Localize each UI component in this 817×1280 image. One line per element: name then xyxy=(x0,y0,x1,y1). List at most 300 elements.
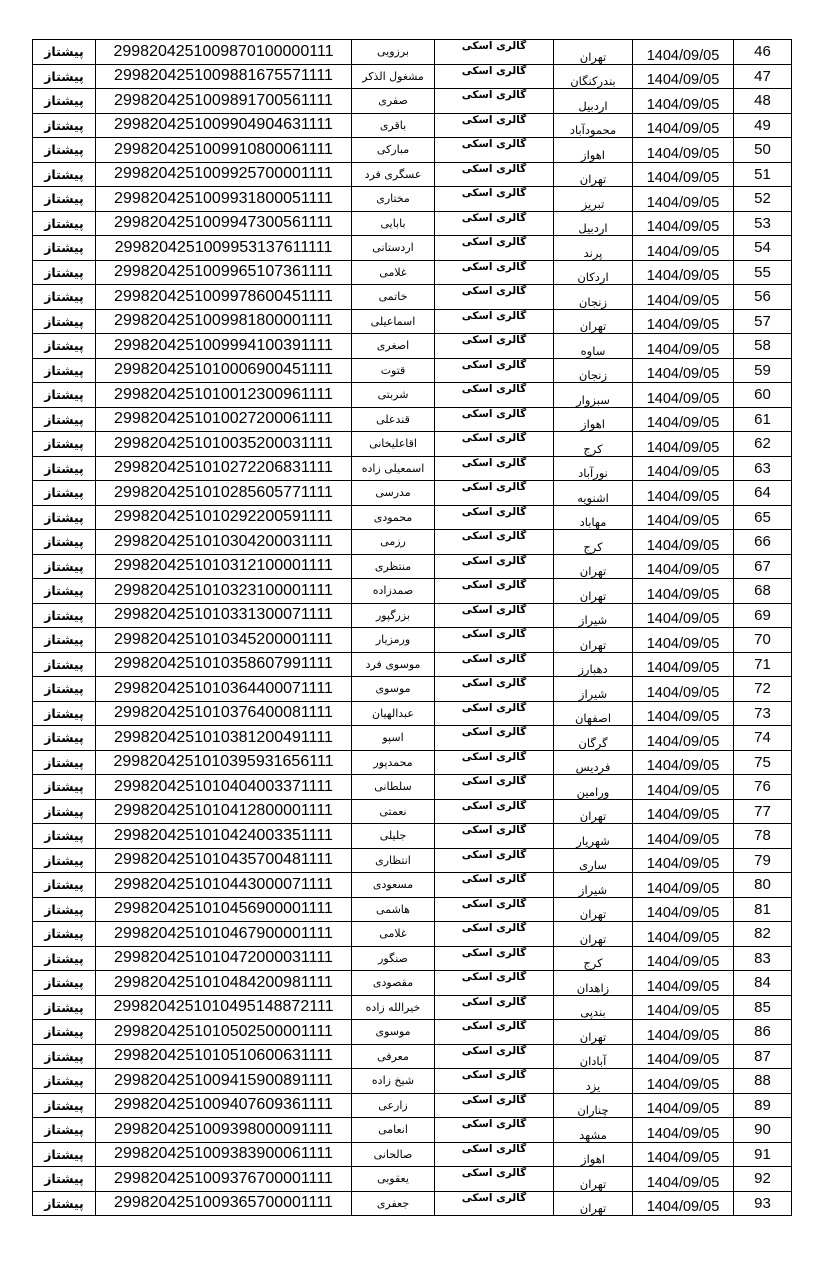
date-cell: 1404/09/05 xyxy=(633,383,734,408)
shipping-type-cell: پیشتاز xyxy=(33,873,96,898)
date-cell: 1404/09/05 xyxy=(633,922,734,947)
sender-gallery-cell xyxy=(435,897,554,922)
recipient-name-cell xyxy=(352,138,435,163)
table-row xyxy=(33,946,792,971)
table-row xyxy=(33,652,792,677)
sender-gallery-cell-text: گالری اسکی xyxy=(461,750,527,763)
recipient-name-cell-text: مختاری xyxy=(376,192,410,206)
date-cell: 1404/09/05 xyxy=(633,750,734,775)
row-number-cell: 64 xyxy=(734,481,792,506)
table-row xyxy=(33,971,792,996)
sender-gallery-cell-text: گالری اسکی xyxy=(461,824,527,836)
row-number-cell: 57 xyxy=(734,309,792,334)
tracking-code-cell: 2998204251010467900001111 xyxy=(96,922,352,947)
sender-gallery-cell-text: گالری اسکی xyxy=(461,358,527,371)
recipient-name-cell-text: باقری xyxy=(379,118,407,132)
tracking-code-cell: 2998204251010424003351111 xyxy=(96,824,352,849)
recipient-name-cell-text: صنگور xyxy=(378,951,408,965)
table-row xyxy=(33,334,792,359)
city-cell xyxy=(554,40,633,65)
tracking-code-cell: 2998204251010495148872111 xyxy=(96,995,352,1020)
sender-gallery-cell-text: گالری اسکی xyxy=(461,260,527,273)
tracking-code-cell: 2998204251010364400071111 xyxy=(96,677,352,702)
row-number-cell: 87 xyxy=(734,1044,792,1069)
city-cell xyxy=(554,236,633,261)
recipient-name-cell xyxy=(352,89,435,114)
recipient-name-cell-text: صفری xyxy=(378,94,408,108)
shipping-type-cell: پیشتاز xyxy=(33,383,96,408)
recipient-name-cell xyxy=(352,1093,435,1118)
sender-gallery-cell-text: گالری اسکی xyxy=(461,236,527,248)
shipping-type-cell: پیشتاز xyxy=(33,260,96,285)
date-cell: 1404/09/05 xyxy=(633,1069,734,1094)
sender-gallery-cell xyxy=(435,799,554,824)
recipient-name-cell xyxy=(352,113,435,138)
recipient-name-cell xyxy=(352,236,435,261)
sender-gallery-cell-text: گالری اسکی xyxy=(461,775,527,787)
tracking-code-cell: 2998204251010292200591111 xyxy=(96,505,352,530)
shipping-type-cell: پیشتاز xyxy=(33,799,96,824)
sender-gallery-cell-text: گالری اسکی xyxy=(461,554,527,567)
sender-gallery-cell-text: گالری اسکی xyxy=(461,211,527,224)
row-number-cell: 82 xyxy=(734,922,792,947)
sender-gallery-cell xyxy=(435,922,554,947)
tracking-code-cell: 2998204251010412800001111 xyxy=(96,799,352,824)
sender-gallery-cell xyxy=(435,383,554,408)
city-cell-text: اردکان xyxy=(577,270,609,284)
tracking-code-cell: 2998204251009870100000111 xyxy=(96,40,352,65)
recipient-name-cell xyxy=(352,1191,435,1216)
recipient-name-cell xyxy=(352,211,435,236)
city-cell-text: محمودآباد xyxy=(569,123,617,137)
row-number-cell: 84 xyxy=(734,971,792,996)
sender-gallery-cell xyxy=(435,1118,554,1143)
recipient-name-cell xyxy=(352,652,435,677)
recipient-name-cell-text: هاشمی xyxy=(376,902,410,916)
sender-gallery-cell xyxy=(435,946,554,971)
tracking-code-cell: 2998204251010484200981111 xyxy=(96,971,352,996)
sender-gallery-cell xyxy=(435,113,554,138)
city-cell-text: اهواز xyxy=(581,1152,605,1166)
sender-gallery-cell-text: گالری اسکی xyxy=(461,113,527,126)
table-row xyxy=(33,775,792,800)
row-number-cell: 83 xyxy=(734,946,792,971)
city-cell-text: تهران xyxy=(579,588,607,603)
tracking-code-cell: 2998204251010012300961111 xyxy=(96,383,352,408)
date-cell: 1404/09/05 xyxy=(633,1191,734,1216)
recipient-name-cell-text: محمودی xyxy=(373,510,413,524)
shipping-type-cell: پیشتاز xyxy=(33,113,96,138)
date-cell: 1404/09/05 xyxy=(633,187,734,212)
sender-gallery-cell xyxy=(435,848,554,873)
city-cell xyxy=(554,677,633,702)
table-row xyxy=(33,799,792,824)
row-number-cell: 85 xyxy=(734,995,792,1020)
tracking-code-cell: 2998204251010435700481111 xyxy=(96,848,352,873)
city-cell-text: زاهدان xyxy=(576,980,610,995)
city-cell xyxy=(554,138,633,163)
city-cell xyxy=(554,383,633,408)
city-cell-text: شیراز xyxy=(578,686,608,701)
city-cell xyxy=(554,432,633,457)
recipient-name-cell-text: رزمی xyxy=(380,535,406,549)
recipient-name-cell xyxy=(352,505,435,530)
shipping-type-cell: پیشتاز xyxy=(33,726,96,751)
city-cell xyxy=(554,1142,633,1167)
tracking-code-cell: 2998204251010395931656111 xyxy=(96,750,352,775)
shipping-type-cell: پیشتاز xyxy=(33,750,96,775)
city-cell-text: اهواز xyxy=(581,147,605,162)
sender-gallery-cell xyxy=(435,138,554,163)
table-row xyxy=(33,113,792,138)
city-cell xyxy=(554,922,633,947)
recipient-name-cell-text: بزرگپور xyxy=(376,608,410,622)
recipient-name-cell xyxy=(352,824,435,849)
sender-gallery-cell-text: گالری اسکی xyxy=(461,187,527,199)
city-cell xyxy=(554,505,633,530)
city-cell xyxy=(554,211,633,236)
recipient-name-cell-text: اسماعیلی xyxy=(370,314,416,328)
sender-gallery-cell-text: گالری اسکی xyxy=(461,530,527,542)
row-number-cell: 58 xyxy=(734,334,792,359)
row-number-cell: 90 xyxy=(734,1118,792,1143)
shipping-type-cell: پیشتاز xyxy=(33,1069,96,1094)
row-number-cell: 61 xyxy=(734,407,792,432)
sender-gallery-cell-text: گالری اسکی xyxy=(461,456,527,469)
recipient-name-cell xyxy=(352,922,435,947)
city-cell-text: اهواز xyxy=(581,417,605,431)
table-row xyxy=(33,187,792,212)
row-number-cell: 51 xyxy=(734,162,792,187)
sender-gallery-cell-text: گالری اسکی xyxy=(461,1044,527,1057)
recipient-name-cell xyxy=(352,873,435,898)
table-row xyxy=(33,358,792,383)
city-cell-text: اشنویه xyxy=(577,490,609,505)
city-cell-text: پرند xyxy=(583,245,603,260)
city-cell xyxy=(554,726,633,751)
city-cell-text: مهاباد xyxy=(579,515,607,529)
date-cell: 1404/09/05 xyxy=(633,211,734,236)
city-cell xyxy=(554,358,633,383)
shipping-type-cell: پیشتاز xyxy=(33,775,96,800)
sender-gallery-cell-text: گالری اسکی xyxy=(461,309,527,322)
tracking-code-cell: 2998204251010006900451111 xyxy=(96,358,352,383)
shipping-type-cell: پیشتاز xyxy=(33,579,96,604)
recipient-name-cell xyxy=(352,799,435,824)
shipping-type-cell: پیشتاز xyxy=(33,358,96,383)
sender-gallery-cell xyxy=(435,701,554,726)
city-cell-text: تهران xyxy=(579,49,607,64)
recipient-name-cell-text: مسعودی xyxy=(372,878,414,892)
recipient-name-cell-text: اسمعیلی زاده xyxy=(361,461,425,475)
sender-gallery-cell xyxy=(435,407,554,432)
table-row xyxy=(33,236,792,261)
city-cell-text: کرج xyxy=(583,539,603,554)
shipping-type-cell: پیشتاز xyxy=(33,554,96,579)
date-cell: 1404/09/05 xyxy=(633,530,734,555)
city-cell-text: گرگان xyxy=(578,735,608,750)
date-cell: 1404/09/05 xyxy=(633,848,734,873)
sender-gallery-cell xyxy=(435,285,554,310)
sender-gallery-cell xyxy=(435,873,554,898)
city-cell-text: چناران xyxy=(577,1103,609,1117)
recipient-name-cell-text: موسوی xyxy=(375,1025,411,1039)
row-number-cell: 63 xyxy=(734,456,792,481)
recipient-name-cell xyxy=(352,530,435,555)
recipient-name-cell xyxy=(352,40,435,65)
table-row xyxy=(33,701,792,726)
sender-gallery-cell-text: گالری اسکی xyxy=(461,579,527,591)
city-cell-text: تهران xyxy=(579,907,607,921)
date-cell: 1404/09/05 xyxy=(633,603,734,628)
date-cell: 1404/09/05 xyxy=(633,971,734,996)
date-cell: 1404/09/05 xyxy=(633,236,734,261)
sender-gallery-cell xyxy=(435,260,554,285)
shipping-type-cell: پیشتاز xyxy=(33,505,96,530)
date-cell: 1404/09/05 xyxy=(633,873,734,898)
city-cell xyxy=(554,799,633,824)
recipient-name-cell xyxy=(352,701,435,726)
shipment-table xyxy=(32,39,792,1216)
row-number-cell: 71 xyxy=(734,652,792,677)
table-row xyxy=(33,138,792,163)
sender-gallery-cell-text: گالری اسکی xyxy=(461,1093,527,1106)
shipping-type-cell: پیشتاز xyxy=(33,89,96,114)
sender-gallery-cell xyxy=(435,432,554,457)
row-number-cell: 46 xyxy=(734,40,792,65)
sender-gallery-cell xyxy=(435,64,554,89)
recipient-name-cell xyxy=(352,848,435,873)
shipment-list-sheet xyxy=(32,39,792,1216)
recipient-name-cell-text: خاتمی xyxy=(378,290,408,304)
recipient-name-cell xyxy=(352,1118,435,1143)
city-cell xyxy=(554,701,633,726)
recipient-name-cell-text: اسپو xyxy=(382,731,404,745)
tracking-code-cell: 2998204251009965107361111 xyxy=(96,260,352,285)
date-cell: 1404/09/05 xyxy=(633,726,734,751)
recipient-name-cell-text: بابایی xyxy=(380,216,406,230)
city-cell xyxy=(554,848,633,873)
date-cell: 1404/09/05 xyxy=(633,1020,734,1045)
date-cell: 1404/09/05 xyxy=(633,138,734,163)
recipient-name-cell-text: صالحانی xyxy=(373,1147,413,1161)
city-cell xyxy=(554,162,633,187)
date-cell: 1404/09/05 xyxy=(633,946,734,971)
city-cell xyxy=(554,187,633,212)
shipping-type-cell: پیشتاز xyxy=(33,1118,96,1143)
city-cell-text: مشهد xyxy=(579,1127,607,1142)
shipping-type-cell: پیشتاز xyxy=(33,995,96,1020)
date-cell: 1404/09/05 xyxy=(633,309,734,334)
city-cell xyxy=(554,309,633,334)
shipping-type-cell: پیشتاز xyxy=(33,407,96,432)
city-cell xyxy=(554,946,633,971)
sender-gallery-cell-text: گالری اسکی xyxy=(461,628,527,640)
city-cell xyxy=(554,554,633,579)
tracking-code-cell: 2998204251009398000091111 xyxy=(96,1118,352,1143)
sender-gallery-cell-text: گالری اسکی xyxy=(461,799,527,812)
shipping-type-cell: پیشتاز xyxy=(33,922,96,947)
city-cell xyxy=(554,897,633,922)
city-cell xyxy=(554,750,633,775)
tracking-code-cell: 2998204251009365700001111 xyxy=(96,1191,352,1216)
sender-gallery-cell xyxy=(435,89,554,114)
recipient-name-cell xyxy=(352,897,435,922)
sender-gallery-cell xyxy=(435,995,554,1020)
date-cell: 1404/09/05 xyxy=(633,456,734,481)
sender-gallery-cell-text: گالری اسکی xyxy=(461,652,527,665)
shipping-type-cell: پیشتاز xyxy=(33,1167,96,1192)
recipient-name-cell xyxy=(352,628,435,653)
shipping-type-cell: پیشتاز xyxy=(33,236,96,261)
date-cell: 1404/09/05 xyxy=(633,505,734,530)
shipping-type-cell: پیشتاز xyxy=(33,677,96,702)
sender-gallery-cell xyxy=(435,652,554,677)
city-cell xyxy=(554,579,633,604)
date-cell: 1404/09/05 xyxy=(633,701,734,726)
shipping-type-cell: پیشتاز xyxy=(33,138,96,163)
shipment-table-body xyxy=(33,40,792,1216)
recipient-name-cell xyxy=(352,334,435,359)
sender-gallery-cell-text: گالری اسکی xyxy=(461,1191,527,1204)
sender-gallery-cell-text: گالری اسکی xyxy=(461,40,527,52)
date-cell: 1404/09/05 xyxy=(633,775,734,800)
tracking-code-cell: 2998204251010510600631111 xyxy=(96,1044,352,1069)
recipient-name-cell-text: غلامی xyxy=(379,265,407,279)
table-row xyxy=(33,481,792,506)
recipient-name-cell-text: نعمتی xyxy=(379,804,407,818)
date-cell: 1404/09/05 xyxy=(633,334,734,359)
city-cell xyxy=(554,334,633,359)
recipient-name-cell-text: برزویی xyxy=(377,45,409,59)
tracking-code-cell: 2998204251009891700561111 xyxy=(96,89,352,114)
shipping-type-cell: پیشتاز xyxy=(33,211,96,236)
recipient-name-cell xyxy=(352,677,435,702)
shipping-type-cell: پیشتاز xyxy=(33,1142,96,1167)
table-row xyxy=(33,995,792,1020)
date-cell: 1404/09/05 xyxy=(633,1044,734,1069)
tracking-code-cell: 2998204251010376400081111 xyxy=(96,701,352,726)
row-number-cell: 65 xyxy=(734,505,792,530)
table-row xyxy=(33,530,792,555)
table-row xyxy=(33,1167,792,1192)
recipient-name-cell-text: زارعی xyxy=(378,1098,408,1112)
sender-gallery-cell xyxy=(435,162,554,187)
table-row xyxy=(33,1191,792,1216)
table-row xyxy=(33,1093,792,1118)
tracking-code-cell: 2998204251009978600451111 xyxy=(96,285,352,310)
city-cell-text: تهران xyxy=(579,809,607,823)
recipient-name-cell xyxy=(352,64,435,89)
date-cell: 1404/09/05 xyxy=(633,1118,734,1143)
tracking-code-cell: 2998204251009910800061111 xyxy=(96,138,352,163)
table-row xyxy=(33,162,792,187)
table-row xyxy=(33,211,792,236)
city-cell xyxy=(554,971,633,996)
recipient-name-cell-text: عبدالهیان xyxy=(372,706,414,720)
tracking-code-cell: 2998204251010345200001111 xyxy=(96,628,352,653)
row-number-cell: 86 xyxy=(734,1020,792,1045)
recipient-name-cell xyxy=(352,309,435,334)
city-cell xyxy=(554,64,633,89)
date-cell: 1404/09/05 xyxy=(633,579,734,604)
sender-gallery-cell-text: گالری اسکی xyxy=(461,1167,527,1179)
sender-gallery-cell-text: گالری اسکی xyxy=(461,603,527,616)
table-row xyxy=(33,285,792,310)
city-cell xyxy=(554,1118,633,1143)
city-cell-text: شهریار xyxy=(576,833,610,848)
shipping-type-cell: پیشتاز xyxy=(33,971,96,996)
row-number-cell: 56 xyxy=(734,285,792,310)
row-number-cell: 91 xyxy=(734,1142,792,1167)
shipping-type-cell: پیشتاز xyxy=(33,652,96,677)
recipient-name-cell-text: مقصودی xyxy=(372,976,414,990)
sender-gallery-cell-text: گالری اسکی xyxy=(461,971,527,983)
recipient-name-cell-text: قندعلی xyxy=(376,412,410,426)
sender-gallery-cell xyxy=(435,750,554,775)
table-row xyxy=(33,40,792,65)
sender-gallery-cell xyxy=(435,1167,554,1192)
city-cell-text: تهران xyxy=(579,564,607,578)
recipient-name-cell xyxy=(352,1044,435,1069)
sender-gallery-cell-text: گالری اسکی xyxy=(461,334,527,346)
sender-gallery-cell xyxy=(435,579,554,604)
sender-gallery-cell xyxy=(435,628,554,653)
sender-gallery-cell-text: گالری اسکی xyxy=(461,946,527,959)
sender-gallery-cell-text: گالری اسکی xyxy=(461,677,527,689)
recipient-name-cell-text: انتظاری xyxy=(375,853,411,867)
recipient-name-cell xyxy=(352,995,435,1020)
city-cell xyxy=(554,481,633,506)
row-number-cell: 80 xyxy=(734,873,792,898)
city-cell xyxy=(554,113,633,138)
date-cell: 1404/09/05 xyxy=(633,677,734,702)
recipient-name-cell xyxy=(352,726,435,751)
row-number-cell: 68 xyxy=(734,579,792,604)
sender-gallery-cell xyxy=(435,1191,554,1216)
date-cell: 1404/09/05 xyxy=(633,481,734,506)
city-cell xyxy=(554,1044,633,1069)
sender-gallery-cell-text: گالری اسکی xyxy=(461,64,527,77)
recipient-name-cell-text: سلطانی xyxy=(374,780,412,794)
sender-gallery-cell xyxy=(435,1069,554,1094)
date-cell: 1404/09/05 xyxy=(633,995,734,1020)
table-row xyxy=(33,1142,792,1167)
city-cell xyxy=(554,530,633,555)
row-number-cell: 88 xyxy=(734,1069,792,1094)
table-row xyxy=(33,1069,792,1094)
recipient-name-cell xyxy=(352,383,435,408)
city-cell-text: ورامین xyxy=(576,784,610,799)
row-number-cell: 60 xyxy=(734,383,792,408)
recipient-name-cell-text: شربتی xyxy=(377,388,409,402)
recipient-name-cell xyxy=(352,481,435,506)
date-cell: 1404/09/05 xyxy=(633,162,734,187)
date-cell: 1404/09/05 xyxy=(633,628,734,653)
recipient-name-cell-text: محمدپور xyxy=(373,755,413,769)
table-row xyxy=(33,897,792,922)
city-cell-text: اردبیل xyxy=(578,98,608,113)
sender-gallery-cell-text: گالری اسکی xyxy=(461,505,527,518)
recipient-name-cell xyxy=(352,554,435,579)
city-cell-text: بندرکنگان xyxy=(570,74,616,88)
row-number-cell: 59 xyxy=(734,358,792,383)
table-row xyxy=(33,628,792,653)
city-cell-text: دهبارز xyxy=(578,662,608,676)
city-cell-text: زنجان xyxy=(578,294,608,309)
date-cell: 1404/09/05 xyxy=(633,64,734,89)
shipping-type-cell: پیشتاز xyxy=(33,897,96,922)
